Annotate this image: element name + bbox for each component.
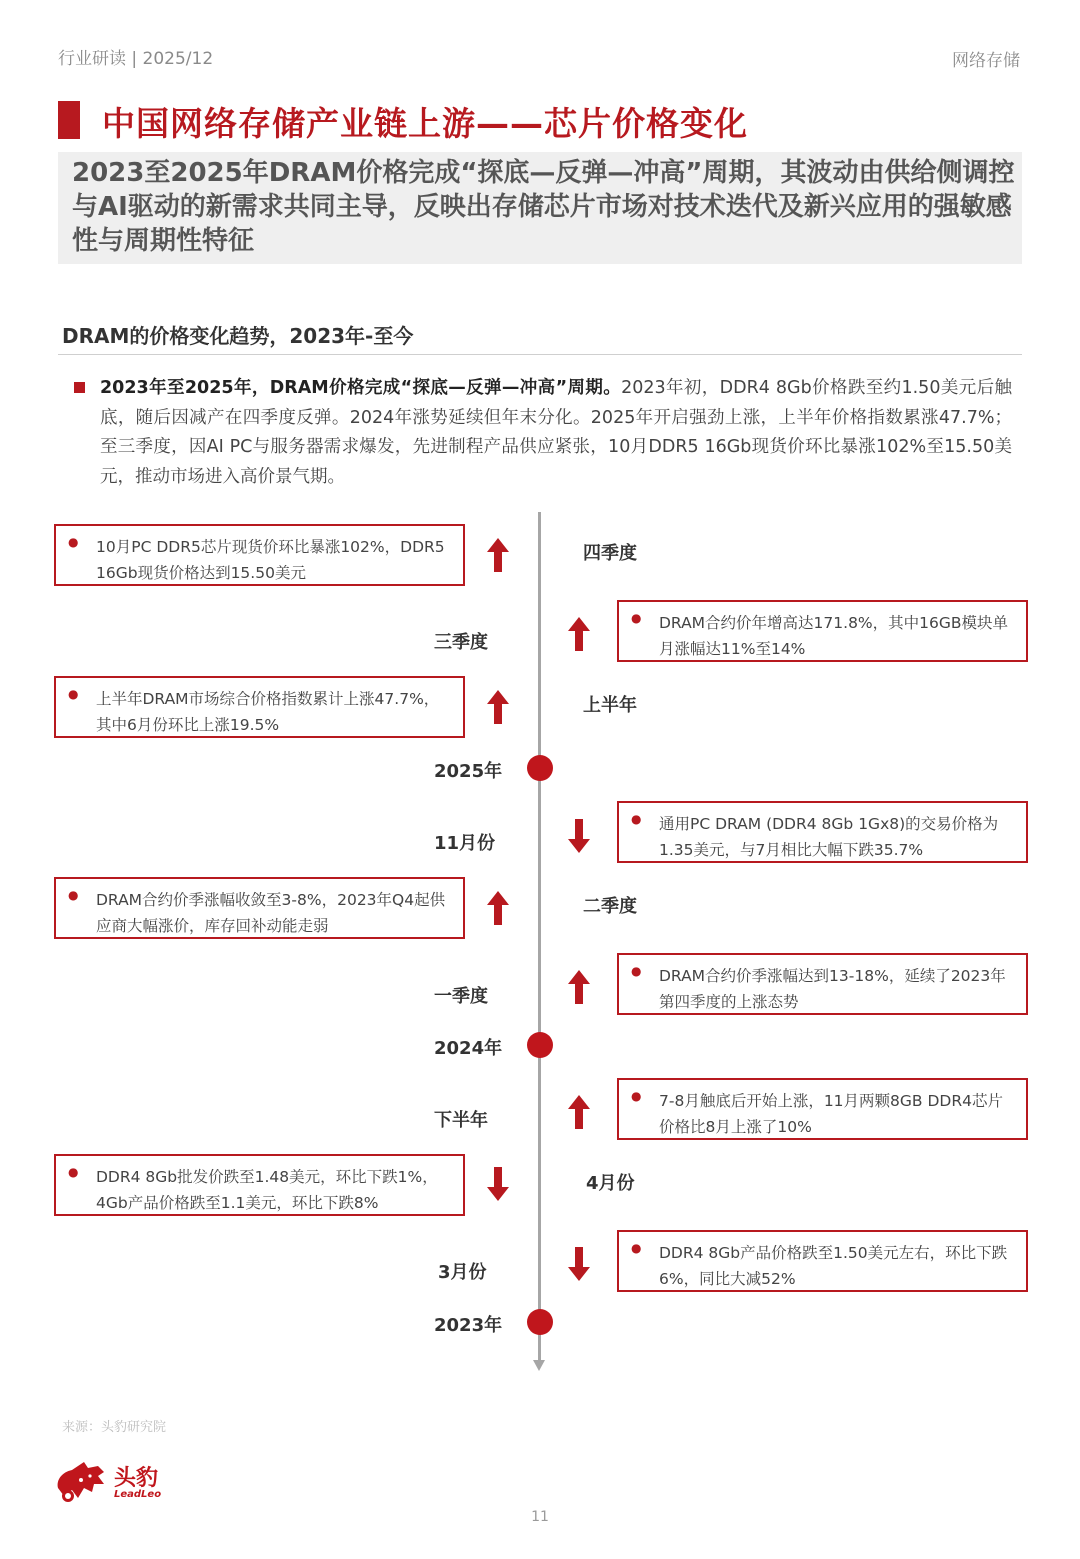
page-title: 中国网络存储产业链上游——芯片价格变化 <box>102 104 748 143</box>
arrow-up-icon <box>487 538 509 572</box>
year-label: 2023年 <box>434 1315 503 1336</box>
title-marker <box>58 101 80 139</box>
summary-text: 2023至2025年DRAM价格完成“探底—反弹—冲高”周期，其波动由供给侧调控与AI驱动的新需求共同主导，反映出存储芯片市场对技术迭代及新兴应用的强敏感性与周期性特征 <box>72 158 1015 256</box>
event-text: 7-8月触底后开始上涨，11月两颗8GB DDR4芯片价格比8月上涨了10% <box>659 1092 1003 1136</box>
event-text: 通用PC DRAM (DDR4 8Gb 1Gx8)的交易价格为1.35美元，与7月相比大幅下跌35.7% <box>659 815 999 859</box>
event-box <box>617 953 1028 1015</box>
event-box <box>54 877 465 939</box>
bullet-dot-icon: ● <box>68 888 79 902</box>
event-text: 10月PC DDR5芯片现货价环比暴涨102%，DDR5 16Gb现货价格达到15.50美元 <box>96 538 445 582</box>
event-box <box>617 600 1028 662</box>
bullet-dot-icon: ● <box>68 687 79 701</box>
year-label: 2024年 <box>434 1038 503 1059</box>
arrow-up-icon <box>487 690 509 724</box>
body-paragraph <box>100 374 1012 492</box>
bullet-dot-icon: ● <box>631 611 642 625</box>
period-label: 三季度 <box>434 632 488 653</box>
period-label: 一季度 <box>434 986 488 1007</box>
timeline-axis <box>538 512 541 1364</box>
year-dot-icon <box>527 755 553 781</box>
arrow-up-icon <box>568 970 590 1004</box>
bullet-dot-icon: ● <box>68 1165 79 1179</box>
arrow-down-icon <box>568 819 590 853</box>
section-divider <box>58 354 1022 355</box>
report-tag: 行业研读 | 2025/12 <box>58 49 214 69</box>
arrow-up-icon <box>568 1095 590 1129</box>
bullet-square-icon <box>74 382 85 393</box>
event-box <box>54 1154 465 1216</box>
bullet-dot-icon: ● <box>631 1089 642 1103</box>
logo-text: 头豹 <box>114 1466 159 1491</box>
period-label: 3月份 <box>438 1262 487 1283</box>
event-box <box>54 524 465 586</box>
event-text: DRAM合约价年增高达171.8%，其中16GB模块单月涨幅达11%至14% <box>659 614 1009 658</box>
event-text: DRAM合约价季涨幅达到13-18%，延续了2023年第四季度的上涨态势 <box>659 967 1006 1011</box>
logo-subtext: LeadLeo <box>114 1489 162 1500</box>
leopard-logo-icon <box>54 1458 110 1508</box>
event-box <box>617 1078 1028 1140</box>
event-text: DDR4 8Gb产品价格跌至1.50美元左右，环比下跌6%，同比大减52% <box>659 1244 1008 1288</box>
period-label: 11月份 <box>434 833 496 854</box>
event-text: DDR4 8Gb批发价跌至1.48美元，环比下跌1%，4Gb产品价格跌至1.1美元，环比下跌8% <box>96 1168 438 1212</box>
arrow-down-icon <box>487 1167 509 1201</box>
bullet-dot-icon: ● <box>631 1241 642 1255</box>
year-label: 2025年 <box>434 761 503 782</box>
bullet-dot-icon: ● <box>631 812 642 826</box>
period-label: 上半年 <box>583 695 637 716</box>
timeline-arrow-head-icon <box>533 1360 545 1371</box>
bullet-dot-icon: ● <box>631 964 642 978</box>
section-title: DRAM的价格变化趋势，2023年-至今 <box>62 324 414 348</box>
paragraph-body: 2023年初，DDR4 8Gb价格跌至约1.50美元后触底，随后因减产在四季度反弹。2024年涨势延续但年末分化。2025年开启强劲上涨，上半年价格指数累涨47.7%；至三季度，因AI PC与服务器需求爆发，先进制程产品供应紧张，10月DDR5 16Gb现货价环比暴涨102%至15.50美元，推动市场进入高价景气期。 <box>100 378 1012 487</box>
period-label: 4月份 <box>586 1173 635 1194</box>
source-note: 来源：头豹研究院 <box>62 1420 167 1435</box>
page-number: 11 <box>531 1509 549 1525</box>
event-text: DRAM合约价季涨幅收敛至3-8%，2023年Q4起供应商大幅涨价，库存回补动能走弱 <box>96 891 446 935</box>
period-label: 二季度 <box>583 896 637 917</box>
year-dot-icon <box>527 1309 553 1335</box>
event-text: 上半年DRAM市场综合价格指数累计上涨47.7%，其中6月份环比上涨19.5% <box>96 690 440 734</box>
arrow-down-icon <box>568 1247 590 1281</box>
bullet-dot-icon: ● <box>68 535 79 549</box>
paragraph-lead: 2023年至2025年，DRAM价格完成“探底—反弹—冲高”周期。 <box>100 378 622 398</box>
period-label: 四季度 <box>583 543 637 564</box>
arrow-up-icon <box>568 617 590 651</box>
report-category: 网络存储 <box>952 51 1020 71</box>
event-box <box>617 1230 1028 1292</box>
period-label: 下半年 <box>434 1110 488 1131</box>
event-box <box>54 676 465 738</box>
event-box <box>617 801 1028 863</box>
year-dot-icon <box>527 1032 553 1058</box>
arrow-up-icon <box>487 891 509 925</box>
